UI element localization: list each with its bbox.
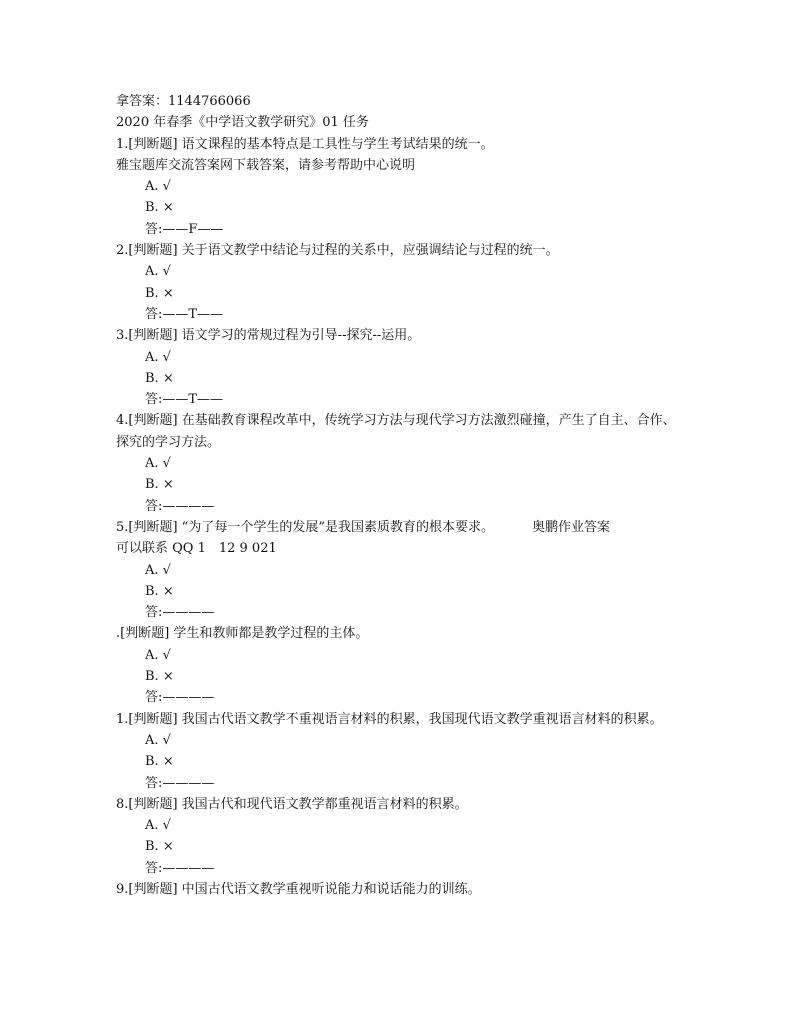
option-b: B. × (145, 370, 174, 386)
option-a: A. √ (145, 456, 171, 472)
option-b: B. × (145, 477, 174, 493)
answer-line: 答:———— (145, 690, 215, 706)
option-b: B. × (145, 839, 174, 855)
option-b: B. × (145, 669, 174, 685)
option-a: A. √ (145, 732, 171, 748)
answer-line: 答:——F—— (145, 221, 224, 237)
answer-line: 答:——T—— (145, 392, 224, 408)
option-b: B. × (145, 200, 174, 216)
question-stem: 9.[判断题] 中国古代语文教学重视听说能力和说话能力的训练。 (116, 881, 481, 897)
answer-line: 答:———— (145, 498, 215, 514)
question-stem: .[判断题] 学生和教师都是教学过程的主体。 (116, 626, 369, 642)
question-stem: 1.[判断题] 我国古代语文教学不重视语言材料的积累，我国现代语文教学重视语言材料的积累。 (116, 711, 663, 727)
question-stem: 3.[判断题] 语文学习的常规过程为引导--探究--运用。 (116, 328, 421, 344)
option-a: A. √ (145, 264, 171, 280)
option-b: B. × (145, 285, 174, 301)
question-note: 雅宝题库交流答案网下载答案，请参考帮助中心说明 (116, 157, 416, 173)
answer-line: 答:———— (145, 775, 215, 791)
option-a: A. √ (145, 179, 171, 195)
question-stem-row (116, 517, 676, 538)
document-page (116, 91, 676, 900)
answer-line: 答:——T—— (145, 306, 224, 322)
question-aside: 奥鹏作业答案 (531, 519, 610, 535)
question-contact: 可以联系 QQ 1 12 9 021 (116, 541, 277, 557)
course-title: 2020 年春季《中学语文教学研究》01 任务 (116, 115, 369, 131)
option-b: B. × (145, 754, 174, 770)
option-a: A. √ (145, 818, 171, 834)
option-a: A. √ (145, 562, 171, 578)
question-stem: 8.[判断题] 我国古代和现代语文教学都重视语言材料的积累。 (116, 796, 468, 812)
question-stem: 1.[判断题] 语文课程的基本特点是工具性与学生考试结果的统一。 (116, 136, 494, 152)
option-b: B. × (145, 583, 174, 599)
question-stem: 2.[判断题] 关于语文教学中结论与过程的关系中，应强调结论与过程的统一。 (116, 243, 559, 259)
option-a: A. √ (145, 647, 171, 663)
question-stem: 4.[判断题] 在基础教育课程改革中，传统学习方法与现代学习方法激烈碰撞，产生了自主、合作、探究的学习方法。 (116, 413, 676, 450)
answer-line: 答:———— (145, 860, 215, 876)
answer-line: 答:———— (145, 605, 215, 621)
option-a: A. √ (145, 349, 171, 365)
answer-contact-line: 拿答案：1144766066 (116, 94, 251, 109)
question-stem: 5.[判断题] “为了每一个学生的发展”是我国素质教育的根本要求。 (116, 519, 494, 535)
